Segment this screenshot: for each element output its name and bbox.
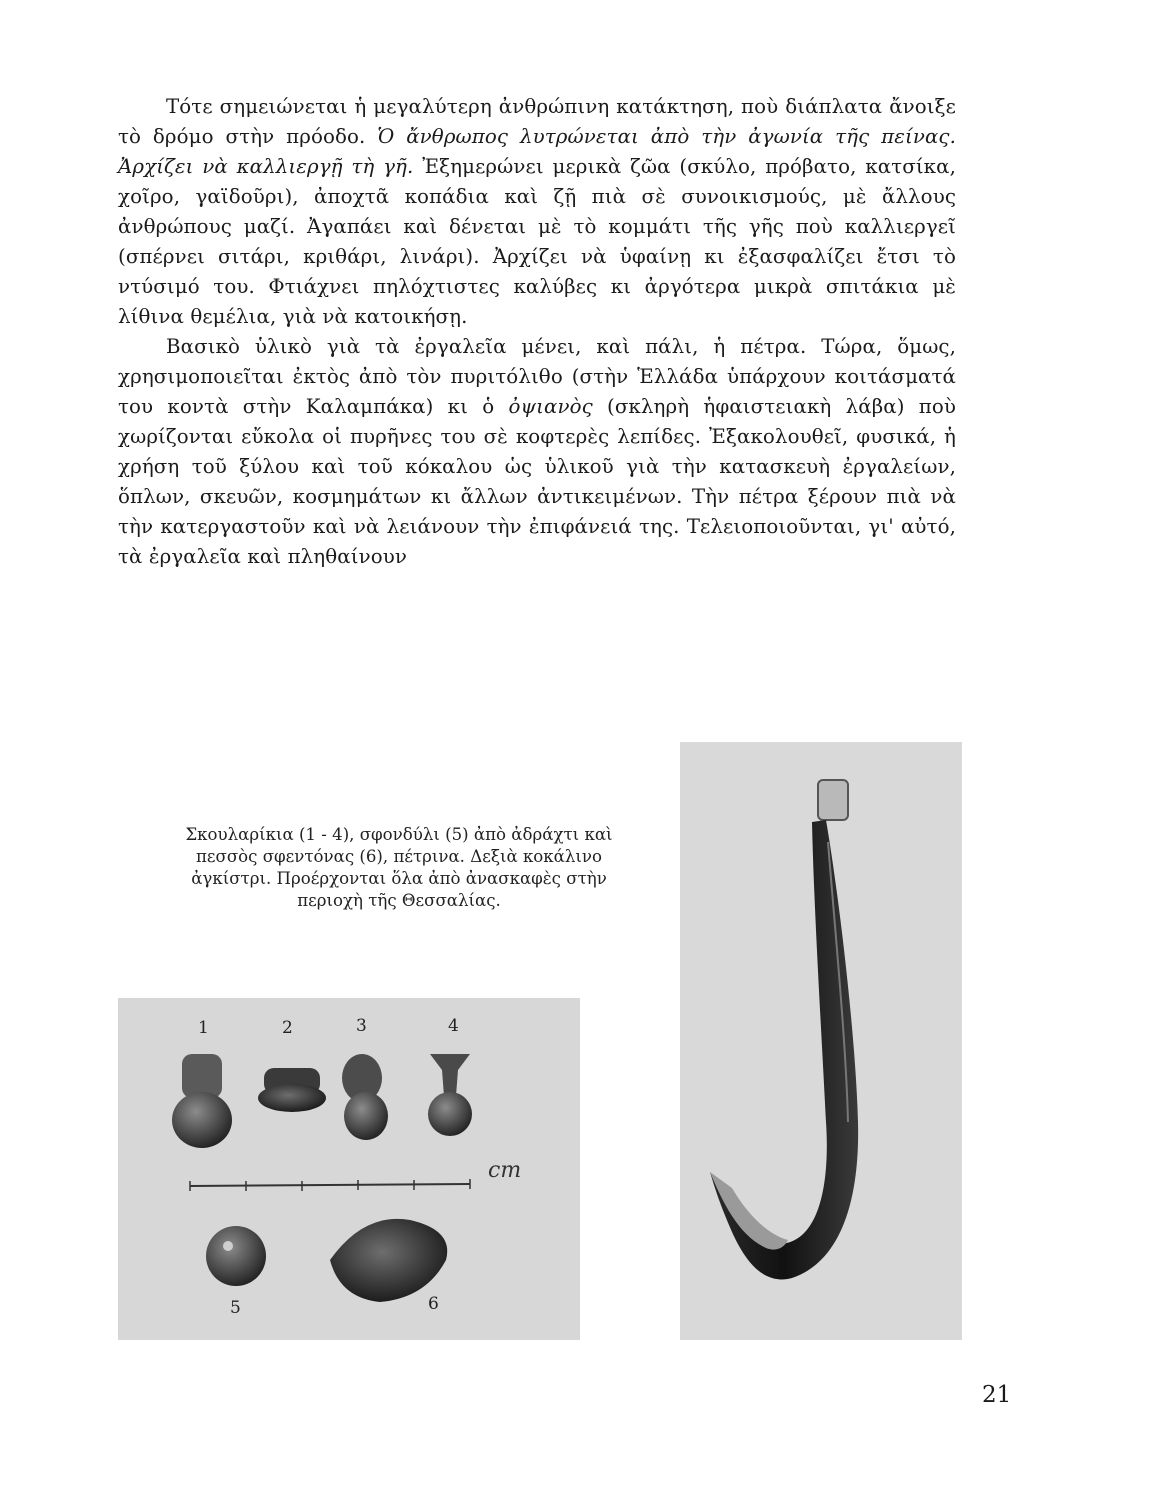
label-1: 1 [198,1018,209,1038]
fishhook-photo [680,742,962,1340]
label-4: 4 [448,1016,459,1036]
earring-2 [258,1068,326,1112]
paragraph-1-part-a: Τότε σημειώνεται ἡ μεγαλύτερη ἀνθρώπινη κατάκτηση, ποὺ διάπλατα ἄνοιξε τὸ δρόμο στὴν πρόοδο. [118,95,956,148]
figure-caption: Σκουλαρίκια (1 - 4), σφονδύλι (5) ἀπὸ ἀδράχτι καὶ πεσσὸς σφεντόνας (6), πέτρινα. Δεξιὰ κοκάλινο ἀγκίστρι. Προέρχονται ὅλα ἀπὸ ἀνασκαφὲς στὴν περιοχὴ τῆς Θεσσαλίας. [185,825,613,910]
artifacts-photo [118,998,580,1340]
paragraph-1-italic: Ὁ ἄνθρωπος λυτρώνεται ἀπὸ τὴν ἀγωνία τῆς πείνας. Ἀρχίζει νὰ καλλιεργῇ τὴ γῆ. [118,125,957,178]
sling-stone-6 [330,1219,447,1302]
paragraph-2-italic: ὀψιανὸς [508,395,593,418]
label-6: 6 [428,1294,439,1314]
paragraph-2-part-c: (σκληρὴ ἡφαιστειακὴ λάβα) ποὺ χωρίζονται εὔκολα οἱ πυρῆνες του σὲ κοφτερὲς λεπίδες. Ἐξακολουθεῖ, φυσικά, ἡ χρήση τοῦ ξύλου καὶ τοῦ κόκαλου ὡς ὑλικοῦ γιὰ τὴν κατασκευὴ ἐργαλείων, ὅπλων, σκευῶν, κοσμημάτων κι ἄλλων ἀντικειμένων. Τὴν πέτρα ξέρουν πιὰ νὰ τὴν κατεργαστοῦν καὶ νὰ λειάνουν τὴν ἐπιφάνειά της. Τελειοποιοῦνται, γι' αὐτό, τὰ ἐργαλεῖα καὶ πληθαίνουν [118,395,956,568]
bone-fishhook-illustration [680,742,962,1340]
earring-3 [342,1054,388,1140]
body-text [118,92,956,572]
label-3: 3 [356,1016,367,1036]
label-5: 5 [230,1298,241,1318]
earring-1 [172,1054,232,1148]
earring-4 [428,1054,472,1136]
page-number: 21 [982,1382,1012,1408]
paragraph-1-part-c: Ἐξημερώνει μερικὰ ζῶα (σκύλο, πρόβατο, κατσίκα, χοῖρο, γαϊδοῦρι), ἀποχτᾶ κοπάδια καὶ ζῇ πιὰ σὲ συνοικισμούς, μὲ ἄλλους ἀνθρώπους μαζί. Ἀγαπάει καὶ δένεται μὲ τὸ κομμάτι τῆς γῆς ποὺ καλλιεργεῖ (σπέρνει σιτάρι, κριθάρι, λινάρι). Ἀρχίζει νὰ ὑφαίνῃ κι ἐξασφαλίζει ἔτσι τὸ ντύσιμό του. Φτιάχνει πηλόχτιστες καλύβες κι ἀργότερα μικρὰ σπιτάκια μὲ λίθινα θεμέλια, γιὰ νὰ κατοικήσῃ. [118,155,956,328]
scale-bar [190,1179,470,1191]
paragraph-1 [118,92,956,332]
scale-unit-label: cm [488,1158,522,1183]
label-2: 2 [282,1018,293,1038]
paragraph-2-part-a: Βασικὸ ὑλικὸ γιὰ τὰ ἐργαλεῖα μένει, καὶ πάλι, ἡ πέτρα. Τώρα, ὅμως, χρησιμοποιεῖται ἐκτὸς ἀπὸ τὸν πυριτόλιθο (στὴν Ἑλλάδα ὑπάρχουν κοιτάσματά του κοντὰ στὴν Καλαμπάκα) κι ὁ [118,335,956,418]
paragraph-2 [118,332,956,572]
spindle-whorl-5 [206,1226,266,1286]
